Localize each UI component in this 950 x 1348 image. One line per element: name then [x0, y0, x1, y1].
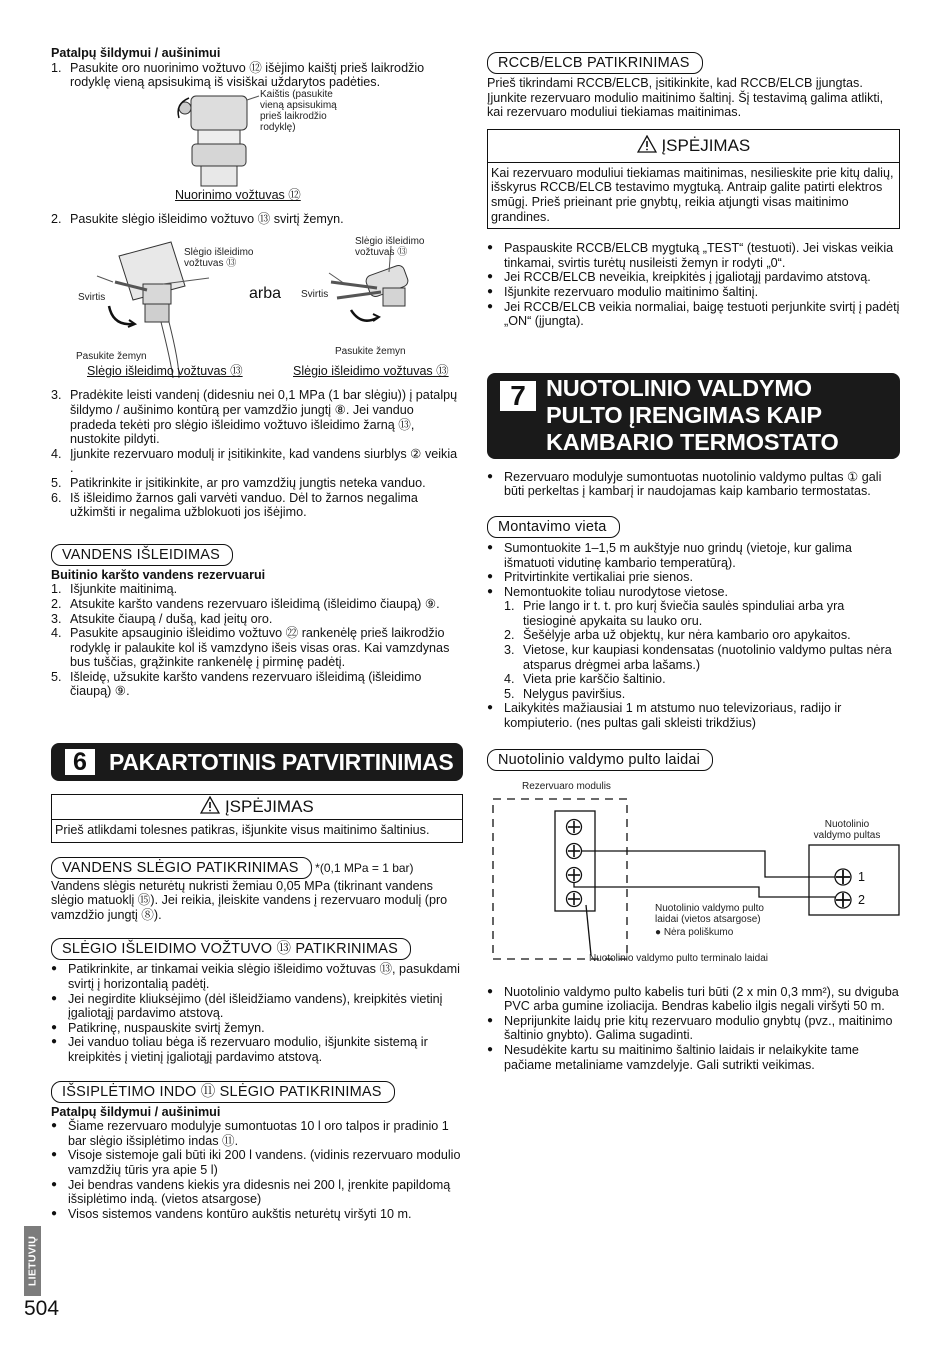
list-item — [51, 597, 463, 612]
section-7-title-line: KAMBARIO TERMOSTATO — [546, 428, 839, 455]
relief-caption-a: Slėgio išleidimo vožtuvas ⑬ — [87, 364, 243, 379]
step-text: Įjunkite rezervuaro modulį ir įsitikinkite, kad vandens siurblys ② veikia . — [70, 446, 458, 476]
purge-valve-figure — [51, 90, 463, 206]
list-item — [51, 582, 463, 597]
step-number: 4. — [51, 626, 62, 641]
list-item: ● Sumontuokite 1–1,5 m aukštyje nuo grindų (vietoje, kur galima išmatuoti vidutinę kambario temperatūrą). — [487, 541, 900, 570]
expansion-header — [51, 1081, 463, 1103]
step-number: 6. — [51, 490, 62, 505]
warning-icon — [637, 135, 657, 153]
step-text: Atsukite karšto vandens rezervuaro išleidimą (išleidimo čiaupą) ⑨. — [70, 596, 440, 611]
page-number: 504 — [24, 1297, 60, 1320]
screw-terminal — [835, 869, 851, 885]
warning-box-right — [487, 129, 900, 229]
step-number: 3. — [51, 611, 62, 626]
drain-subtitle: Buitinio karšto vandens rezervuarui — [51, 567, 266, 582]
step-number: 4. — [504, 672, 515, 687]
list-item: ● Jei negirdite kliuksėjimo (dėl išleidžiamo vandens), kreipkitės vietinį įgaliotąjį pardavimo atstovą. — [51, 992, 463, 1021]
step-number: 2. — [51, 596, 62, 611]
step-text: Vietose, kur kaupiasi kondensatas (nuotolinio valdymo pultas nėra atsparus drėgmei arba lašams.) — [523, 643, 892, 672]
lever-label-b: Svirtis — [301, 289, 329, 301]
wiring-items — [487, 985, 900, 1073]
list-item: ● Jei bendras vandens kiekis yra didesnis nei 200 l, įrenkite papildomą išsiplėtimo indą. (vietos atsargose) — [51, 1178, 463, 1207]
list-item: ● Paspauskite RCCB/ELCB mygtuką „TEST“ (testuoti). Jei viskas veikia tinkamai, svirtis turėtų nusileisti žemyn ir rodyti „0“. — [487, 241, 900, 270]
list-item: ● Nesudėkite kartu su maitinimo šaltinio laidais ir nelaikykite tame pačiame metaliniame vamzdelyje. Gali sutrikti veikimas. — [487, 1043, 900, 1072]
list-item — [51, 447, 463, 476]
step-number: 5. — [51, 669, 62, 684]
heating-steps — [51, 61, 463, 90]
list-item — [51, 612, 463, 627]
screw-terminal — [567, 843, 582, 858]
heating-title: Patalpų šildymui / aušinimui — [51, 46, 221, 60]
or-label: arba — [249, 285, 282, 303]
step-text: Pasukite oro nuorinimo vožtuvo ⑫ išėjimo kaištį prieš laikrodžio rodyklę vieną apsisukimą iš visiškai uždarytos padėties. — [70, 60, 425, 90]
list-item: ● Neprijunkite laidų prie kitų rezervuaro modulio gnybtų (pvz., maitinimo šaltinio gnybto). Galima sugadinti. — [487, 1014, 900, 1043]
list-item — [51, 388, 463, 446]
list-item — [51, 212, 463, 227]
drain-pill: VANDENS IŠLEIDIMAS — [51, 544, 233, 566]
step-text: Pradėkite leisti vandenį (didesniu nei 0,1 MPa (1 bar slėgiu)) į patalpų šildymo / aušinimo kontūrą per vamzdžio jungtį ⑧. Jei vanduo pradeda tekėti pro slėgio išleidimo vožtuvo išleidimo žarną ⑬, nustokite pildyti. — [70, 388, 458, 447]
list-item: ● Nuotolinio valdymo pulto kabelis turi būti (2 x min 0,3 mm²), su dviguba PVC arba gumine izoliacija. Bendras kabelio ilgis negali viršyti 50 m. — [487, 985, 900, 1014]
terminal-wires-label: Nuotolinio valdymo pulto terminalo laidai — [589, 952, 768, 964]
list-item: ● Išjunkite rezervuaro modulio maitinimo šaltinį. — [487, 285, 900, 300]
list-item: ● Šiame rezervuaro modulyje sumontuotas 10 l oro talpos ir pradinio 1 bar slėgio išsiplėtimo indas ⑪. — [51, 1119, 463, 1148]
drain-steps — [51, 582, 463, 699]
section-6-title: PAKARTOTINIS PATVIRTINIMAS — [109, 749, 454, 776]
expansion-subtitle: Patalpų šildymui / aušinimui — [51, 1104, 221, 1119]
list-item: ● Nemontuokite toliau nurodytose vietose. — [487, 585, 900, 600]
list-item: ● Patikrinkite, ar tinkamai veikia slėgio išleidimo vožtuvas ⑬, pasukdami svirtį į horizontalią padėtį. — [51, 962, 463, 991]
list-item: ● Jei RCCB/ELCB veikia normaliai, baigę testuoti perjunkite svirtį į padėtį „ON“ (įjungta). — [487, 300, 900, 329]
list-item — [504, 628, 900, 643]
mount-items — [487, 541, 900, 599]
pressure-pill: VANDENS SLĖGIO PATIKRINIMAS — [51, 857, 312, 879]
list-item: ● Laikykitės mažiausiai 1 m atstumo nuo televizoriaus, radijo ir kompiuterio. (nes pultas gali skleisti trikdžius) — [487, 701, 900, 730]
left-column — [51, 46, 463, 1221]
wiring-diagram-svg — [487, 773, 900, 975]
drain-header — [51, 544, 463, 566]
warning-header — [52, 795, 462, 820]
list-item: ● Visos sistemos vandens kontūro aukštis neturėtų viršyti 10 m. — [51, 1207, 463, 1222]
warning-text: Kai rezervuaro moduliui tiekiamas maitinimas, nesilieskite prie kitų dalių, išskyrus RCCB/ELCB testavimo mygtuką. Antraip galite patirti elektros smūgį. Prieš prieinant prie gnybtų, reikia atjungti visas maitinimo grandines. — [491, 165, 894, 224]
list-item: ● Jei RCCB/ELCB neveikia, kreipkitės į įgaliotąjį pardavimo atstovą. — [487, 270, 900, 285]
screw-terminal — [835, 892, 851, 908]
relief-caption-b: Slėgio išleidimo vožtuvas ⑬ — [293, 364, 449, 379]
language-tab — [24, 1226, 41, 1296]
list-item: ● Visoje sistemoje gali būti iki 200 l vandens. (vidinis rezervuaro modulio vamzdžių tūris yra apie 5 l) — [51, 1148, 463, 1177]
section-7-title-line: NUOTOLINIO VALDYMO — [546, 374, 812, 401]
wiring-diagram — [487, 773, 900, 975]
list-item — [504, 687, 900, 702]
step-number: 3. — [504, 643, 515, 658]
step-text: Išjunkite maitinimą. — [70, 582, 178, 597]
step-text: Iš išleidimo žarnos gali varvėti vanduo. Dėl to žarnos negalima užkimšti ir negalima užblokuoti jos išėjimo. — [70, 490, 418, 520]
terminal-1-label: 1 — [858, 869, 866, 884]
screw-terminal — [567, 819, 582, 834]
list-item — [51, 670, 463, 699]
language-tab-label: LIETUVIŲ — [26, 1235, 39, 1287]
steps-3-6 — [51, 388, 463, 519]
lever-label-a: Svirtis — [78, 292, 106, 304]
terminal-2-label: 2 — [858, 892, 866, 907]
step-number: 2. — [51, 211, 62, 226]
mount-sub-items — [504, 599, 900, 701]
mount-last — [487, 701, 900, 730]
step-text: Prie lango ir t. t. pro kurį šviečia saulės spinduliai arba yra tiesioginė apykaita su lauko oru. — [523, 599, 845, 628]
screw-terminal — [567, 867, 582, 882]
list-item — [51, 626, 463, 670]
pressure-header — [51, 857, 463, 879]
list-item: ● Patikrinę, nuspauskite svirtį žemyn. — [51, 1021, 463, 1036]
valve-label-b: Slėgio išleidimo vožtuvas ⑬ — [355, 236, 425, 259]
warning-title: ĮSPĖJIMAS — [224, 797, 314, 817]
rccb-header — [487, 52, 900, 74]
step-number: 3. — [51, 388, 62, 403]
turn-label-a: Pasukite žemyn — [76, 351, 147, 363]
section-6-banner — [51, 743, 463, 781]
step-text: Vieta prie karščio šaltinio. — [523, 672, 666, 687]
warning-text: Prieš atlikdami tolesnes patikras, išjunkite visus maitinimo šaltinius. — [55, 823, 430, 838]
warning-box-left — [51, 794, 463, 843]
relief-valve-figure — [51, 226, 463, 378]
purge-valve-note: Kaištis (pasukite vieną apsisukimą prieš laikrodžio rodyklę) — [260, 88, 337, 133]
rccb-items — [487, 241, 900, 329]
warning-icon — [200, 796, 220, 814]
remote-label: Nuotolinio valdymo pultas — [813, 818, 881, 841]
mount-header — [487, 516, 900, 538]
step-number: 1. — [51, 582, 62, 597]
mount-pill: Montavimo vieta — [487, 516, 620, 538]
valve-label-a: Slėgio išleidimo vožtuvas ⑬ — [184, 247, 254, 270]
step-text: Atsukite čiaupą / dušą, kad įeitų oro. — [70, 611, 273, 626]
step-number: 1. — [504, 599, 515, 614]
step-text: Pasukite apsauginio išleidimo vožtuvo ㉒ rankenėlę prieš laikrodžio rodyklę ir palaukite kol iš vamzdyno išeis visas oras. Kai vamzdynas bus tuščias, grąžinkite rankenėlę į pirminę padėtį. — [70, 626, 450, 670]
step-number: 4. — [51, 446, 62, 461]
list-item: ● Pritvirtinkite vertikaliai prie sienos. — [487, 570, 900, 585]
rccb-pill: RCCB/ELCB PATIKRINIMAS — [487, 52, 703, 74]
section-7-number: 7 — [500, 381, 536, 411]
relief-items — [51, 962, 463, 1064]
purge-valve-caption: Nuorinimo vožtuvas ⑫ — [175, 187, 301, 202]
section-7-banner — [487, 373, 900, 459]
turn-label-b: Pasukite žemyn — [335, 346, 406, 358]
step-number: 1. — [51, 60, 62, 75]
right-column — [487, 52, 900, 1072]
rccb-intro: Prieš tikrindami RCCB/ELCB, įsitikinkite, kad RCCB/ELCB įjungtas. Įjunkite rezervuaro modulio maitinimo šaltinį. Šį testavimą galima atlikti, kai rezervuaro moduliui tiekiamas maitinimas. — [487, 76, 884, 120]
step-number: 5. — [504, 686, 515, 701]
wiring-pill: Nuotolinio valdymo pulto laidai — [487, 749, 713, 771]
list-item — [504, 672, 900, 687]
expansion-pill: IŠSIPLĖTIMO INDO ⑪ SLĖGIO PATIKRINIMAS — [51, 1081, 395, 1103]
step-2 — [51, 212, 463, 227]
list-item — [504, 599, 900, 628]
expansion-items — [51, 1119, 463, 1221]
list-item — [51, 61, 463, 90]
section-7-intro — [487, 470, 900, 499]
section-6-number: 6 — [65, 749, 95, 775]
relief-header — [51, 938, 463, 960]
relief-pill: SLĖGIO IŠLEIDIMO VOŽTUVO ⑬ PATIKRINIMAS — [51, 938, 411, 960]
step-text: Šešėlyje arba už objektų, kur nėra kambario oro apykaitos. — [523, 628, 851, 643]
step-text: Pasukite slėgio išleidimo vožtuvo ⑬ svirtį žemyn. — [70, 211, 344, 226]
list-item — [51, 476, 463, 491]
pressure-text: Vandens slėgis neturėtų nukristi žemiau 0,05 MPa (tikrinant vandens slėgio matuoklį ⑮). Jei reikia, įleiskite vandens į rezervuaro modulį (pro vamzdžio jungtį ⑧). — [51, 878, 448, 922]
list-item — [51, 491, 463, 520]
warning-title: ĮSPĖJIMAS — [661, 135, 751, 155]
screw-terminal — [567, 891, 582, 906]
tank-module-label: Rezervuaro modulis — [522, 780, 611, 792]
list-item — [504, 643, 900, 672]
step-number: 5. — [51, 475, 62, 490]
list-item: ● Jei vanduo toliau bėga iš rezervuaro modulio, išjunkite sistemą ir kreipkitės į vietinį įgaliotąjį pardavimo atstovą. — [51, 1035, 463, 1064]
step-text: Patikrinkite ir įsitikinkite, ar pro vamzdžių jungtis neteka vanduo. — [70, 475, 426, 490]
step-text: Išleidę, užsukite karšto vandens rezervuaro išleidimą (išleidimo čiaupą) ⑨. — [70, 669, 422, 699]
list-item: ● Rezervuaro modulyje sumontuotas nuotolinio valdymo pultas ① gali būti perkeltas į kambarį ir naudojamas kaip kambario termostatas. — [487, 470, 900, 499]
step-text: Nelygus paviršius. — [523, 686, 626, 701]
remote-wire-label: Nuotolinio valdymo pulto laidai (vietos atsargose) — [655, 902, 764, 925]
section-7-title-line: PULTO ĮRENGIMAS KAIP — [546, 401, 822, 428]
no-polarity-label: ● Nėra poliškumo — [655, 926, 734, 938]
warning-header — [488, 130, 899, 163]
pressure-note: *(0,1 MPa = 1 bar) — [315, 860, 414, 875]
step-number: 2. — [504, 628, 515, 643]
section-7-title — [546, 375, 839, 456]
wiring-header — [487, 749, 900, 771]
